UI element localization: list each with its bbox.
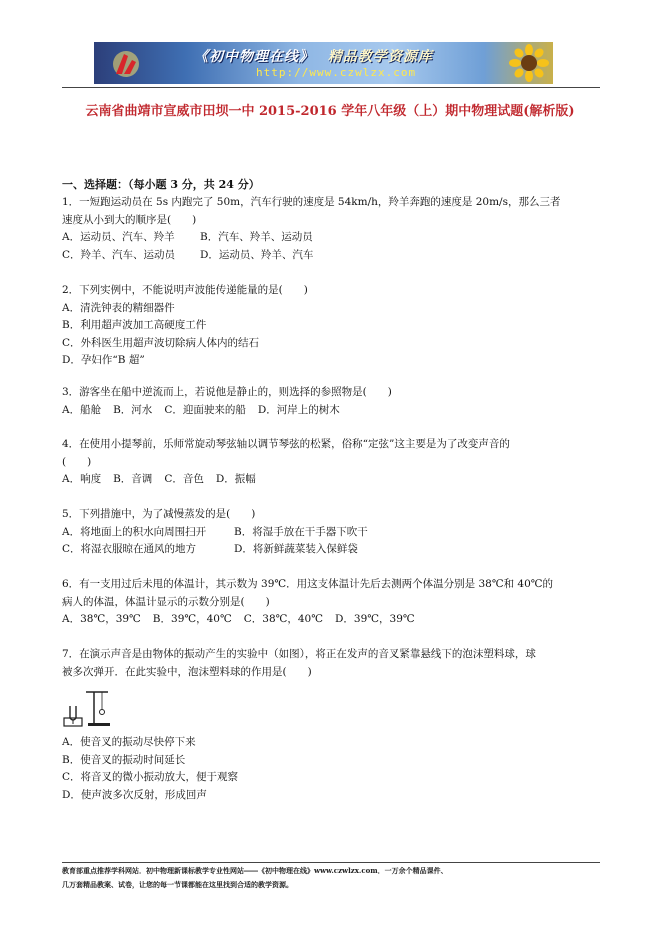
option-row — [62, 611, 602, 629]
question-text: 2．下列实例中，不能说明声波能传递能量的是( ) — [62, 284, 308, 296]
option-a: A．使音叉的振动尽快停下来 — [62, 736, 196, 748]
question-3 — [62, 384, 602, 419]
header-divider — [62, 87, 600, 88]
option-c: C．迎面驶来的船 — [164, 403, 246, 416]
option-b: B．将湿手放在干手器下吹干 — [234, 525, 368, 538]
option-row — [62, 247, 602, 265]
question-2 — [62, 282, 602, 370]
option-a: A．响度 — [62, 473, 102, 485]
option-a: A．清洗钟表的精细器件 — [62, 301, 175, 314]
option-c: C．羚羊、汽车、运动员 — [62, 248, 176, 261]
option-d: D．使声波多次反射，形成回声 — [62, 788, 207, 801]
question-text: 病人的体温，体温计显示的示数分别是( ) — [62, 595, 270, 608]
option-row — [62, 541, 602, 559]
footer-line: 教育部重点推荐学科网站．初中物理新课标教学专业性网站――《初中物理在线》www.czwlzx.com．一万余个精品课件、 — [62, 866, 448, 875]
option-d: D．河岸上的树木 — [257, 403, 340, 416]
question-text: 速度从小到大的顺序是( ) — [62, 213, 197, 226]
question-text: 1．一短跑运动员在 5s 内跑完了 50m，汽车行驶的速度是 54km/h，羚羊奔跑的速度是 20m/s，那么三者 — [62, 196, 561, 208]
option-b: B．汽车、羚羊、运动员 — [200, 231, 313, 243]
site-banner — [94, 42, 553, 84]
question-4 — [62, 436, 602, 489]
sunflower-icon — [509, 44, 549, 82]
question-7-options — [62, 734, 602, 804]
question-7 — [62, 646, 602, 681]
option-b: B．39℃，40℃ — [152, 613, 232, 625]
question-text: 5．下列措施中，为了减慢蒸发的是( ) — [62, 508, 256, 520]
option-d: D．39℃，39℃ — [334, 613, 415, 625]
question-text: 4．在使用小提琴前，乐师常旋动琴弦轴以调节琴弦的松紧，俗称“定弦”这主要是为了改变声音的 — [62, 438, 510, 450]
question-text: ( ) — [62, 455, 92, 468]
option-row — [62, 471, 602, 489]
page-title: 云南省曲靖市宣威市田坝一中 2015-2016 学年八年级（上）期中物理试题(解析版) — [85, 104, 575, 119]
option-c: C．将音叉的微小振动放大，便于观察 — [62, 771, 239, 783]
option-d: D．孕妇作“B 超” — [62, 354, 145, 366]
option-c: C．38℃，40℃ — [243, 613, 323, 625]
option-c: C．将湿衣服晾在通风的地方 — [62, 543, 197, 555]
option-c: C．音色 — [164, 473, 204, 485]
banner-title: 《初中物理在线》 — [194, 49, 314, 65]
option-row — [62, 402, 602, 420]
option-b: B．利用超声波加工高硬度工件 — [62, 319, 207, 331]
option-b: B．河水 — [113, 403, 153, 416]
banner-brand — [194, 46, 433, 66]
question-text: 3．游客坐在船中逆流而上，若说他是静止的，则选择的参照物是( ) — [62, 386, 392, 398]
option-a: A．运动员、汽车、羚羊 — [62, 231, 175, 243]
option-b: B．使音叉的振动时间延长 — [62, 753, 186, 766]
option-row — [62, 229, 602, 247]
question-text: 被多次弹开．在此实验中，泡沫塑料球的作用是( ) — [62, 665, 312, 678]
page-footer — [62, 864, 602, 892]
footer-line: 几万套精品教案、试卷，让您的每一节课都能在这里找到合适的教学资源。 — [62, 880, 293, 889]
option-b: B．音调 — [113, 473, 153, 485]
option-a: A．38℃，39℃ — [62, 613, 141, 625]
banner-subtitle: 精品教学资源库 — [327, 49, 433, 65]
banner-url: http://www.czwlzx.com — [256, 66, 417, 79]
question-5 — [62, 506, 602, 559]
question-6 — [62, 576, 602, 629]
option-d: D．运动员、羚羊、汽车 — [200, 248, 314, 261]
question-text: 7．在演示声音是由物体的振动产生的实验中（如图），将正在发声的音叉紧靠悬线下的泡沫塑料球，球 — [62, 648, 536, 660]
question-1 — [62, 194, 602, 264]
question-text: 6．有一支用过后未甩的体温计，其示数为 39℃．用这支体温计先后去测两个体温分别是 38℃和 40℃的 — [62, 578, 554, 590]
option-d: D．将新鲜蔬菜装入保鲜袋 — [234, 543, 358, 555]
option-c: C．外科医生用超声波切除病人体内的结石 — [62, 336, 260, 349]
option-d: D．振幅 — [215, 473, 256, 485]
option-row — [62, 524, 602, 542]
footer-divider — [62, 862, 600, 863]
tuning-fork-apparatus-icon — [62, 690, 114, 728]
section-heading: 一、选择题：（每小题 3 分，共 24 分） — [62, 178, 260, 191]
option-a: A．船舱 — [62, 403, 102, 416]
option-a: A．将地面上的积水向周围扫开 — [62, 525, 207, 538]
site-logo-icon — [110, 48, 142, 78]
